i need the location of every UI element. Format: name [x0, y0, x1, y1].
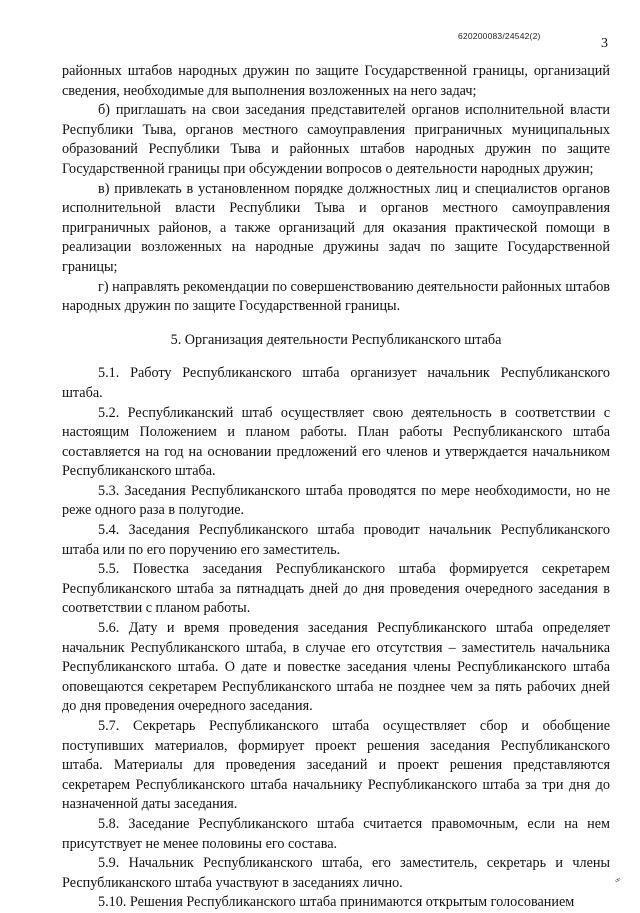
- clause-5-6: 5.6. Дату и время проведения заседания Республиканского штаба определяет начальник Республиканского штаба, в случае его отсутствия – заместитель начальника Республиканского штаба. О дате и повестке заседания члены Республиканского штаба оповещаются секретарем Республиканского штаба не позднее чем за пять рабочих дней до дня проведения очередного заседания.: [62, 620, 610, 715]
- clause-5-10: 5.10. Решения Республиканского штаба принимаются открытым голосованием: [98, 894, 575, 911]
- clause-5-8: 5.8. Заседание Республиканского штаба считается правомочным, если на нем присутствует не менее половины его состава.: [62, 815, 610, 852]
- clause-5-2: 5.2. Республиканский штаб осуществляет свою деятельность в соответствии с настоящим Положением и планом работы. План работы Республиканского штаба составляется на год на основании предложений его членов и утверждается начальником Республиканского штаба.: [62, 404, 610, 480]
- clause-5-4: 5.4. Заседания Республиканского штаба проводит начальник Республиканского штаба или по его поручению его заместитель.: [62, 522, 610, 558]
- clause-5-3: 5.3. Заседания Республиканского штаба проводятся по мере необходимости, но не реже одного раза в полугодие.: [62, 482, 610, 519]
- list-item-b: б) приглашать на свои заседания представителей органов исполнительной власти Республики Тыва, органов местного самоуправления приграничных муниципальных образований Республики Тыва и районных штабов народных дружин по защите Государственной границы при обсуждении вопросов о деятельности народных дружин;: [62, 102, 610, 177]
- paragraph-continuation: районных штабов народных дружин по защите Государственной границы, организаций сведения, необходимые для выполнения возложенных на него задач;: [62, 63, 610, 99]
- handwritten-mark: ꟹ: [613, 875, 624, 887]
- list-item-g: г) направлять рекомендации по совершенствованию деятельности районных штабов народных дружин по защите Государственной границы.: [62, 278, 610, 315]
- document-id: 620200083/24542(2): [458, 31, 541, 41]
- clause-5-1: 5.1. Работу Республиканского штаба организует начальник Республиканского штаба.: [62, 365, 610, 401]
- document-body: [62, 62, 610, 913]
- section-heading: 5. Организация деятельности Республиканского штаба: [170, 331, 502, 348]
- page-number: 3: [601, 36, 608, 51]
- clause-5-9: 5.9. Начальник Республиканского штаба, его заместитель, секретарь и члены Республиканского штаба участвуют в заседаниях лично.: [62, 855, 610, 891]
- clause-5-7: 5.7. Секретарь Республиканского штаба осуществляет сбор и обобщение поступивших материалов, формирует проект решения заседания Республиканского штаба. Материалы для проведения заседаний и проект решения представляются секретарем Республиканского штаба начальнику Республиканского штаба за три дня до назначенной даты заседания.: [62, 718, 610, 813]
- clause-5-5: 5.5. Повестка заседания Республиканского штаба формируется секретарем Республиканского штаба за пятнадцать дней до дня проведения очередного заседания в соответствии с планом работы.: [62, 561, 610, 617]
- list-item-v: в) привлекать в установленном порядке должностных лиц и специалистов органов исполнительной власти Республики Тыва и органов местного самоуправления приграничных районов, а также организаций для оказания практической помощи в реализации возложенных на народные дружины задач по защите Государственной границы;: [62, 180, 610, 275]
